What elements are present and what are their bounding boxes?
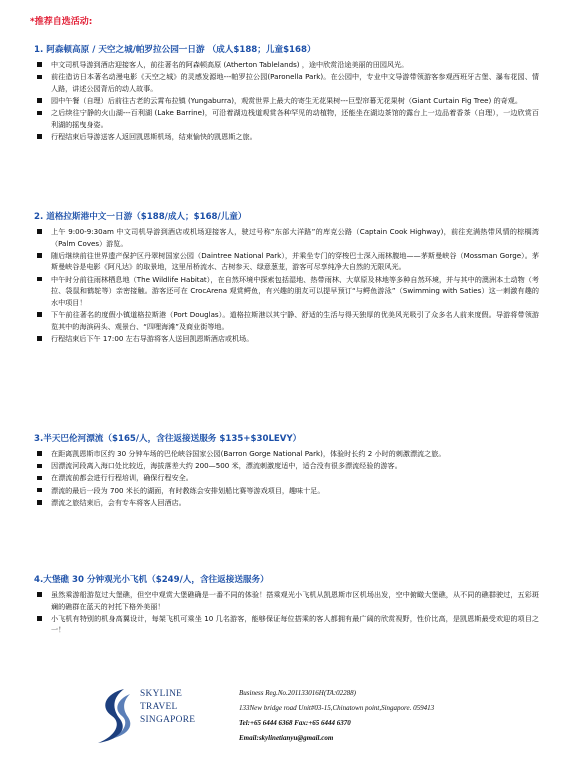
bullet-item: 小飞机有特别的机身高翼设计，每架飞机可乘坐 10 几名游客，能够保证每位搭乘的客人都拥有最广阔的欣赏视野，性价比高，是凯恩斯最受欢迎的项目之一！ [34, 613, 539, 636]
bullet-item: 之后续往宁静的火山湖---百利湖 (Lake Barrine)，可沿着湖边栈道观赏各种罕见的动植物，还能坐在湖边茶馆的露台上一边品着香茶（自理），一边欣赏百利湖的摇曳身姿。 [34, 107, 539, 130]
tel-fax: Tel:+65 6444 6368 Fax:+65 6444 6370 [239, 719, 351, 727]
bullet-item: 在漂流前都会进行行程培训，确保行程安全。 [34, 472, 539, 484]
bullet-item: 在距离凯恩斯市区约 30 分钟车场的巴伦峡谷国家公园(Barron Gorge National Park)，体验时长约 2 小时的刺激漂流之旅。 [34, 448, 539, 460]
section-2 [34, 211, 539, 345]
logo-line: TRAVEL [140, 702, 178, 712]
bullet-list [34, 589, 539, 636]
bullet-list [34, 226, 539, 344]
bullet-item: 行程结束后下午 17:00 左右导游将客人送回凯恩斯酒店或机场。 [34, 333, 539, 345]
section-1 [34, 44, 539, 143]
business-reg: Business Reg.No.201133016H(TA:02288) [239, 689, 356, 697]
bullet-item: 下午前往著名的度假小镇道格拉斯港（Port Douglas）。道格拉斯港以其宁静、舒适的生活与得天独厚的优美风光吸引了众多名人前来度假。导游将带领游览其中的海滨码头、观景台、“四哩海滩”及商业街等地。 [34, 309, 539, 332]
address: 133New bridge road Unit#03-15,Chinatown point,Singapore. 059413 [239, 704, 435, 712]
logo-line: SINGAPORE [140, 715, 196, 725]
bullet-item: 虽然乘游船游览过大堡礁，但空中观赏大堡礁确是一番不同的体验！搭乘观光小飞机从凯恩斯市区机场出发，空中俯瞰大堡礁，从不同的礁群驶过，五彩斑斓的礁群在蓝天的衬托下格外美丽！ [34, 589, 539, 612]
bullet-item: 随后继续前往世界遗产保护区丹翠树国家公园（Daintree National Park），并乘坐专门的穿梭巴士深入雨林腹地——茅斯曼峡谷（Mossman Gorge）。茅斯曼峡谷是电影《阿凡达》的取景地，这里吊桥流水、古树参天、绿意葱茏，游客可尽享纯净大自然的无限风光。 [34, 250, 539, 273]
section-title: 1. 阿森顿高原 / 天空之城/帕罗拉公园一日游 （成人$188；儿童$168） [34, 45, 316, 55]
bullet-item: 前往造访日本著名动漫电影《天空之城》的灵感发源地---帕罗拉公园(Paronella Park)。在公园中，专业中文导游带领游客参观西班牙古堡、瀑布花园、情人路，讲述公园背后的动人故事。 [34, 71, 539, 94]
logo-wordmark [140, 688, 195, 727]
section-3 [34, 433, 539, 509]
section-4 [34, 574, 539, 637]
bullet-item: 因漂流河段离入海口处比较近，海拔落差大约 200—500 米，漂流刺激度适中，适合没有很多漂流经验的游客。 [34, 460, 539, 472]
company-footer [94, 680, 494, 755]
bullet-item: 园中午餐（自理）后前往古老的云霄布拉镇 (Yungaburra)，观赏世界上最大的寄生无花果树---巨型帘幕无花果树（Giant Curtain Fig Tree) 的奇观。 [34, 95, 539, 107]
bullet-item: 中午时分前往雨林栖息地（The Wildlife Habitat），在自然环境中探索包括湿地、热带雨林、大草原及林地等多种自然环境，并与其中的澳洲本土动物（考拉、袋鼠和鹤鸵等）亲密接触。游客还可在 CrocArena 观赏鳄鱼，有兴趣的朋友可以提早预订“与鳄鱼游泳”（Swimming with Saties）这一刺激有趣的水中项目！ [34, 274, 539, 309]
skyline-logo-icon [94, 686, 138, 746]
page-heading: *推荐自选活动: [30, 17, 93, 27]
bullet-list [34, 59, 539, 143]
section-title: 2. 道格拉斯港中文一日游（$188/成人；$168/儿童） [34, 212, 247, 222]
bullet-item: 上午 9:00-9:30am 中文司机导游到酒店或机场迎接客人，驶过号称“东部大洋路”的库克公路（Captain Cook Highway)，前往充满热带风情的棕榈湾（Palm Coves）游览。 [34, 226, 539, 249]
section-title: 3.半天巴伦河漂流（$165/人，含往返接送服务 $135+$30LEVY） [34, 434, 302, 444]
bullet-item: 漂流的最后一段为 700 米长的湖面，有时教练会安排划船比赛等游戏项目，趣味十足。 [34, 485, 539, 497]
bullet-item: 行程结束后导游送客人返回凯恩斯机场，结束愉快的凯恩斯之旅。 [34, 131, 539, 143]
email: Email:skylinetianyu@gmail.com [239, 734, 334, 742]
bullet-list [34, 448, 539, 508]
section-title: 4.大堡礁 30 分钟观光小飞机（$249/人，含往返接送服务） [34, 575, 269, 585]
bullet-item: 中文司机导游到酒店迎接客人，前往著名的阿森顿高原 (Atherton Tablelands) ，途中欣赏沿途美丽的田园风光。 [34, 59, 539, 71]
business-info [239, 686, 499, 746]
bullet-item: 漂流之旅结束后，会有专车将客人回酒店。 [34, 497, 539, 509]
logo-line: SKYLINE [140, 689, 183, 699]
